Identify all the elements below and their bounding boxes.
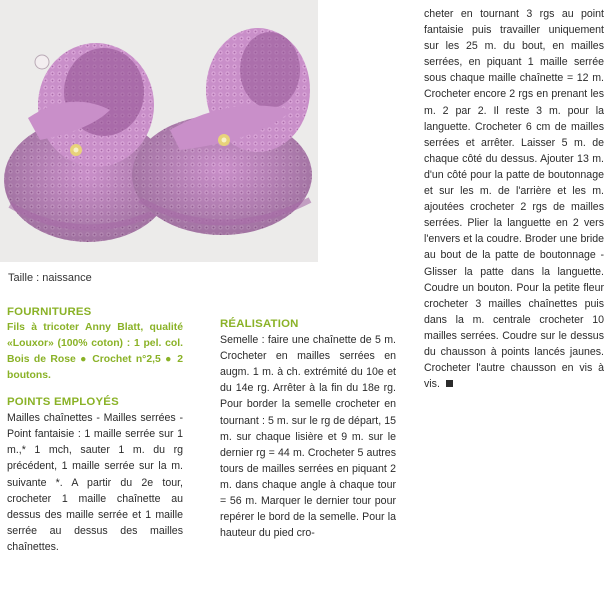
- continuation-text: [424, 6, 604, 392]
- crochet-shoes-illustration: [0, 0, 318, 262]
- end-mark-icon: [446, 380, 453, 387]
- fournitures-text: Fils à tricoter Anny Blatt, qualité «Louxor» (100% coton) : 1 pel. col. Bois de Rose ● Crochet n°2,5 ● 2 boutons.: [7, 322, 183, 382]
- section-gap: [7, 384, 183, 394]
- fournitures-heading: FOURNITURES: [7, 306, 92, 318]
- right-column: [424, 6, 604, 392]
- points-text: Mailles chaînettes - Mailles serrées - Point fantaisie : 1 maille serrée sur 1 m.,* 1 mch, sauter 1 m. du rg précédent, 1 maille serrée sur la m. suivante *. A partir du 2e tour, crocheter 1 maille chaînette au dessus des maille serrée et 1 maille serrée au dessus des mailles chaînettes.: [7, 412, 183, 553]
- baby-shoes-photo: [0, 0, 318, 262]
- continuation-body: cheter en tournant 3 rgs au point fantaisie puis travailler uniquement sur les 25 m. du bout, en mailles serrées, en piquant 1 maille serrée sous chaque maille chaînette = 12 m. Crocheter encore 2 rgs en prenant les m. 2 par 2. Il reste 3 m. pour la languette. Crocheter 6 cm de mailles serrées et arrêter. Laisser 5 m. de chaque côté du dessus. Ajouter 13 m. d'un côté pour la patte de boutonnage et sur les m. de l'arrière et les m. ajoutées crocheter 2 rgs de mailles serrées. Plier la languette en 2 vers l'envers et la coudre. Broder une bride au bout de la patte de boutonnage - Glisser la patte dans la languette. Coudre un bouton. Pour la petite fleur crocheter 3 mailles chaînettes puis dans la m. centrale crocheter 10 mailles serrées. Coudre sur le dessus du chausson à points lancés jaunes. Crocheter l'autre chausson en vis à vis.: [424, 8, 604, 391]
- middle-column: [220, 316, 396, 541]
- realisation-text: Semelle : faire une chaînette de 5 m. Crocheter en mailles serrées en augm. 1 m. à ch. extrémité du 10e et du 14e rg. Arrêter à la fin du 18e rg. Pour border la semelle crocheter en tournant : 5 m. sur le rg de départ, 15 m. sur chaque lisière et 9 m. sur le dernier rg = 44 m. Crocheter 5 autres tours de mailles serrées en piquant 2 m. dans chaque angle à chaque tour = 56 m. Marquer le dernier tour pour repérer le bord de la semelle. Pour la hauteur du pied cro-: [220, 334, 396, 540]
- left-column: [7, 304, 183, 555]
- points-heading: POINTS EMPLOYÉS: [7, 396, 119, 409]
- size-caption: Taille : naissance: [8, 272, 92, 284]
- realisation-heading: RÉALISATION: [220, 318, 299, 330]
